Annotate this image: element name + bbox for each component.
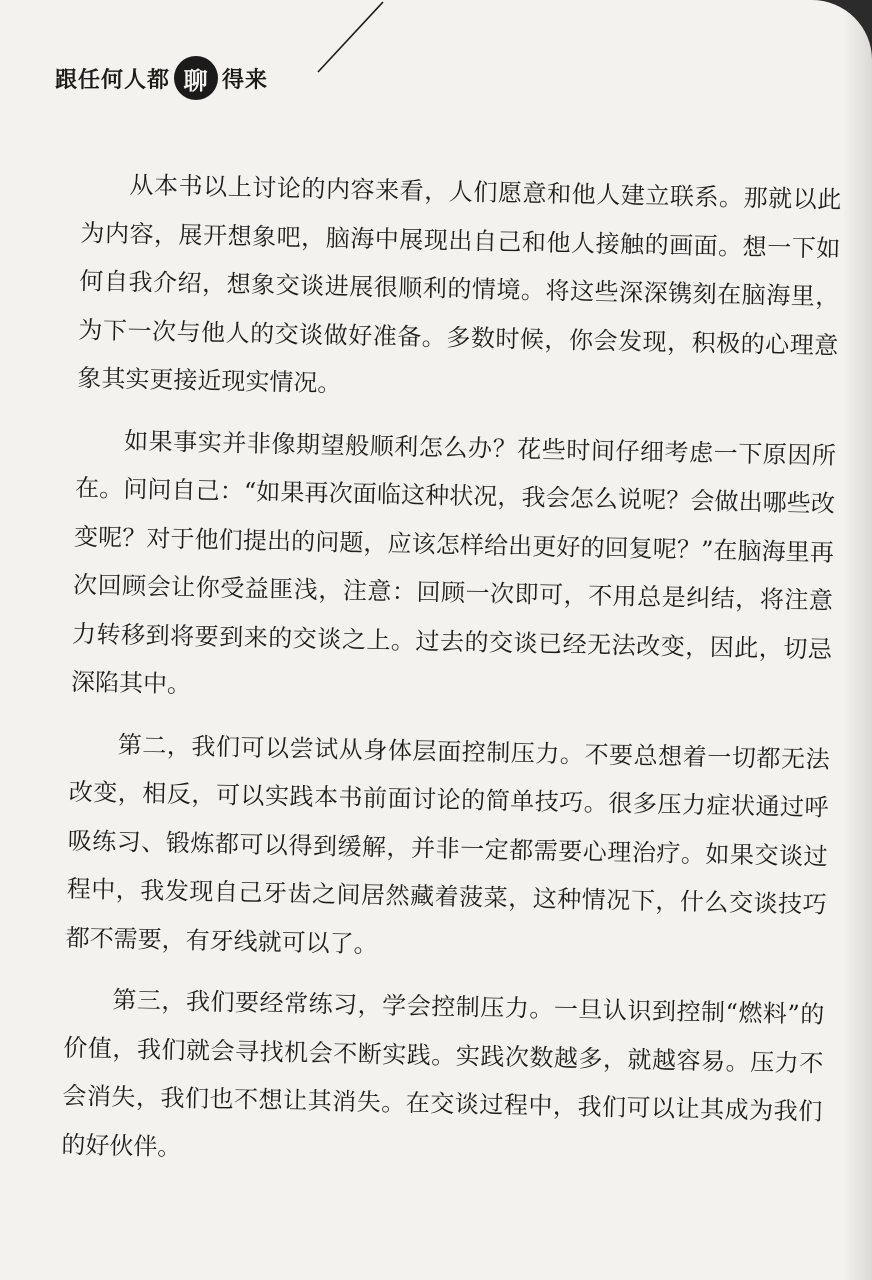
header-title-start: 跟任何人都	[55, 67, 171, 93]
paragraph-1: 从本书以上讨论的内容来看，人们愿意和他人建立联系。那就以此为内容，展开想象吧，脑海中展现出自己和他人接触的画面。想一下如何自我介绍，想象交谈进展很顺利的情境。将这些深深镌刻在脑海里，为下一次与他人的交谈做好准备。多数时候，你会发现，积极的心理意象其实更接近现实情况。	[77, 171, 842, 398]
header-title-badge: 聊	[174, 56, 218, 100]
paragraph-2: 如果事实并非像期望般顺利怎么办？花些时间仔细考虑一下原因所在。问问自己：“如果再次面临这种状况，我会怎么说呢？会做出哪些改变呢？对于他们提出的问题，应该怎样给出更好的回复呢？”在脑海里再次回顾会让你受益匪浅，注意：回顾一次即可，不用总是纠结，将注意力转移到将要到来的交谈之上。过去的交谈已经无法改变，因此，切忌深陷其中。	[70, 426, 837, 699]
paragraph-4: 第三，我们要经常练习，学会控制压力。一旦认识到控制“燃料”的价值，我们就会寻找机会不断实践。实践次数越多，就越容易。压力不会消失，我们也不想让其消失。在交谈过程中，我们可以让其成为我们的好伙伴。	[61, 985, 825, 1161]
paragraph-3: 第二，我们可以尝试从身体层面控制压力。不要总想着一切都无法改变，相反，可以实践本书前面讨论的简单技巧。很多压力症状通过呼吸练习、锻炼都可以得到缓解，并非一定都需要心理治疗。如果交谈过程中，我发现自己牙齿之间居然藏着菠菜，这种情况下，什么交谈技巧都不需要，有牙线就可以了。	[65, 730, 830, 958]
header-title-end: 得来	[222, 67, 269, 93]
body-text	[61, 160, 842, 1198]
running-header	[55, 48, 268, 108]
